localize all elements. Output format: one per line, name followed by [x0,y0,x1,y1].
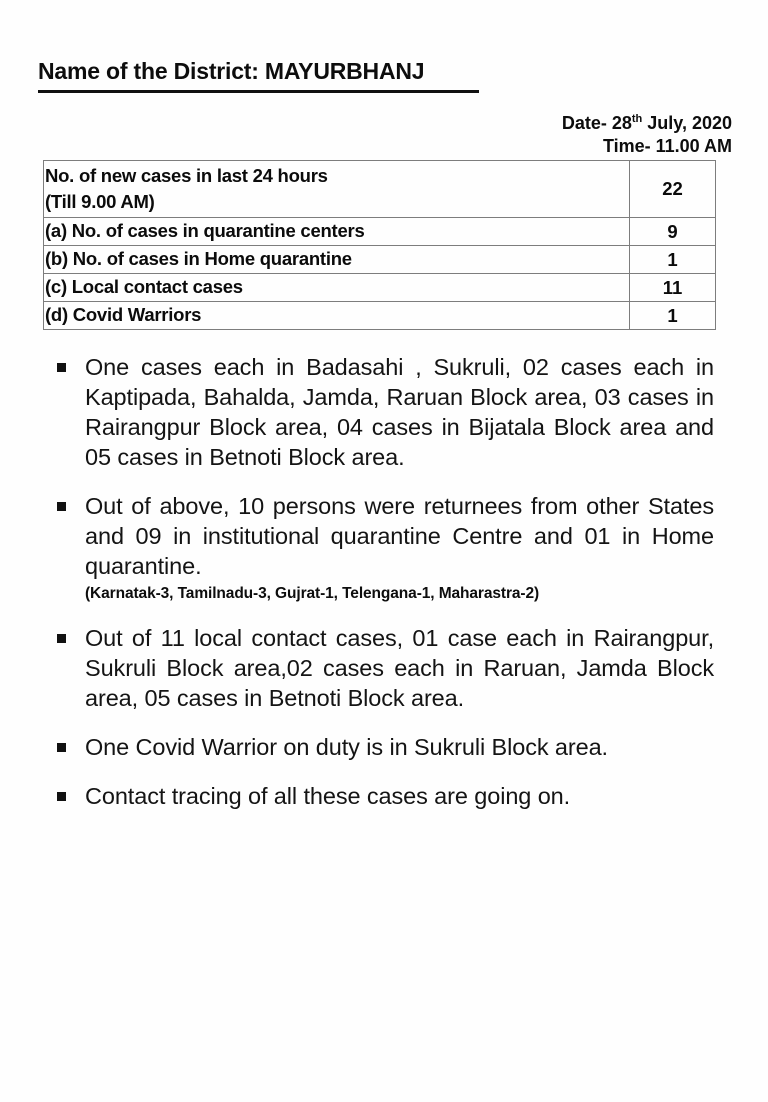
square-bullet-icon [57,792,66,801]
list-item [52,623,714,713]
square-bullet-icon [57,502,66,511]
list-item [52,491,714,604]
list-item [52,781,714,811]
date-ordinal-suffix: th [631,113,643,125]
case-statistics-table [43,160,716,330]
date-line [300,112,732,135]
page-title: Name of the District: MAYURBHANJ [38,58,425,84]
table-body [44,161,716,330]
row-value-local-contact: 11 [630,274,716,302]
table-row [44,161,716,218]
row-label-line1: No. of new cases in last 24 hours [45,165,328,186]
row-value-home-quarantine: 1 [630,246,716,274]
table-row [44,302,716,330]
row-value-covid-warriors: 1 [630,302,716,330]
list-item-text: Out of 11 local contact cases, 01 case each in Rairangpur, Sukruli Block area,02 cases each in Raruan, Jamda Block area, 05 cases in Betnoti Block area. [85,625,714,711]
table-row [44,218,716,246]
row-value-quarantine-centers: 9 [630,218,716,246]
row-label-home-quarantine: (b) No. of cases in Home quarantine [44,246,630,274]
row-label-new-cases [44,161,630,218]
notes-list [52,352,714,830]
table-row [44,246,716,274]
date-time-block [300,112,732,158]
row-label-line2: (Till 9.00 AM) [45,191,155,212]
page-title-underline [38,90,479,93]
row-label-local-contact: (c) Local contact cases [44,274,630,302]
date-prefix: Date- 28 [561,113,632,133]
square-bullet-icon [57,743,66,752]
row-value-new-cases: 22 [630,161,716,218]
list-item-note: (Karnatak-3, Tamilnadu-3, Gujrat-1, Telengana-1, Maharastra-2) [85,585,540,602]
square-bullet-icon [57,634,66,643]
list-item-text: Contact tracing of all these cases are going on. [85,783,571,809]
list-item-text: One cases each in Badasahi , Sukruli, 02 cases each in Kaptipada, Bahalda, Jamda, Raruan Block area, 03 cases in Rairangpur Block area, 04 cases in Bijatala Block area and 05 cases in Betnoti Block area. [85,354,714,470]
time-line: Time- 11.00 AM [602,136,732,156]
list-item-text: Out of above, 10 persons were returnees from other States and 09 in institutional quarantine Centre and 01 in Home quarantine. [85,493,714,579]
table-row [44,274,716,302]
date-suffix: July, 2020 [642,113,732,133]
square-bullet-icon [57,363,66,372]
list-item [52,352,714,472]
row-label-covid-warriors: (d) Covid Warriors [44,302,630,330]
row-label-quarantine-centers: (a) No. of cases in quarantine centers [44,218,630,246]
list-item-text: One Covid Warrior on duty is in Sukruli Block area. [85,734,608,760]
list-item [52,732,714,762]
